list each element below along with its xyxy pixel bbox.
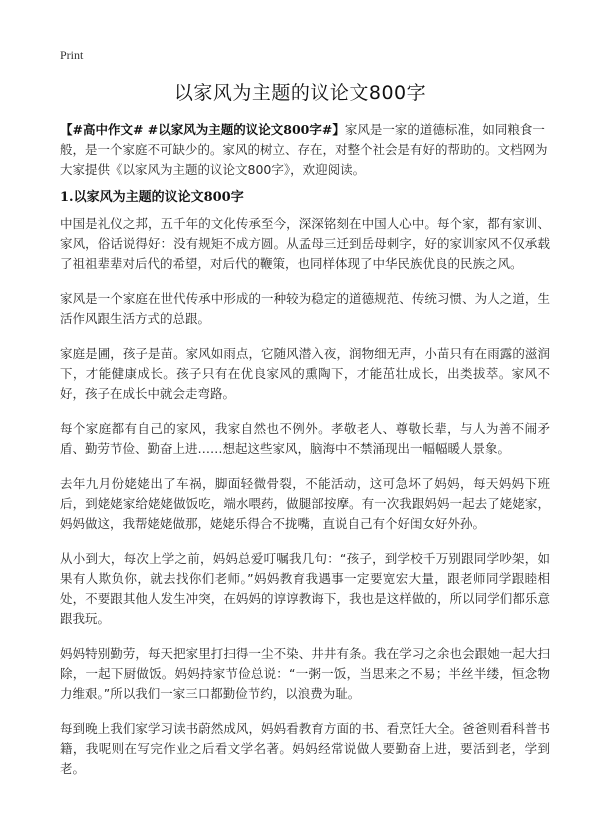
intro-text: 家风是一家的道德标准，如同粮食一般，是一个家庭不可缺少的。家风的树立、存在，对整个社会是有好的帮助的。文档网为大家提供《以家风为主题的议论文800字》，欢迎阅读。 [60, 122, 548, 177]
section-heading: 1.以家风为主题的议论文800字 [60, 190, 244, 205]
article-body [60, 214, 550, 794]
paragraph: 家风是一个家庭在世代传承中形成的一种较为稳定的道德规范、传统习惯、为人之道，生活作风跟生活方式的总跟。 [60, 291, 550, 326]
paragraph: 每个家庭都有自己的家风，我家自然也不例外。孝敬老人、尊敬长辈，与人为善不闹矛盾、勤劳节俭、勤奋上进……想起这些家风，脑海中不禁涌现出一幅幅暖人景象。 [60, 421, 550, 456]
paragraph: 从小到大，每次上学之前，妈妈总爱叮嘱我几句：“孩子，到学校千万别跟同学吵架，如果有人欺负你，就去找你们老师。”妈妈教育我遇事一定要宽宏大量，跟老师同学跟睦相处，不要跟其他人发生冲突，在妈妈的谆谆教诲下，我也是这样做的，所以同学们都乐意跟我玩。 [60, 551, 550, 626]
paragraph: 中国是礼仪之邦，五千年的文化传承至今，深深铭刻在中国人心中。每个家，都有家训、家风，俗话说得好：没有规矩不成方圆。从孟母三迁到岳母刺字，好的家训家风不仅承载了祖祖辈辈对后代的希望，对后代的鞭策，也同样体现了中华民族优良的民族之风。 [60, 216, 550, 271]
paragraph: 每到晚上我们家学习读书蔚然成风，妈妈看教育方面的书、看烹饪大全。爸爸则看科普书籍，我呢则在写完作业之后看文学名著。妈妈经常说做人要勤奋上进，要活到老，学到老。 [60, 721, 550, 776]
intro-tag: 【#高中作文# #以家风为主题的议论文800字#】 [60, 122, 345, 137]
page-title: 以家风为主题的议论文800字 [173, 82, 427, 104]
paragraph: 去年九月份姥姥出了车祸，脚面轻微骨裂，不能活动，这可急坏了妈妈，每天妈妈下班后，到姥姥家给姥姥做饭吃，端水喂药，做腿部按摩。有一次我跟妈妈一起去了姥姥家，妈妈做这，我帮姥姥做那，姥姥乐得合不拢嘴，直说自己有个好闺女好外孙。 [60, 476, 550, 531]
intro-paragraph [60, 120, 550, 180]
paragraph: 妈妈特别勤劳，每天把家里打扫得一尘不染、井井有条。我在学习之余也会跟她一起大扫除，一起下厨做饭。妈妈持家节俭总说：“一粥一饭，当思来之不易；半丝半缕，恒念物力维艰。”所以我们一家三口都勤俭节约，以浪费为耻。 [60, 646, 550, 701]
paragraph: 家庭是圃，孩子是苗。家风如雨点，它随风潜入夜，润物细无声，小苗只有在雨露的滋润下，才能健康成长。孩子只有在优良家风的熏陶下，才能茁壮成长，出类拔萃。家风不好，孩子在成长中就会走弯路。 [60, 346, 550, 401]
print-label: Print [60, 48, 84, 62]
